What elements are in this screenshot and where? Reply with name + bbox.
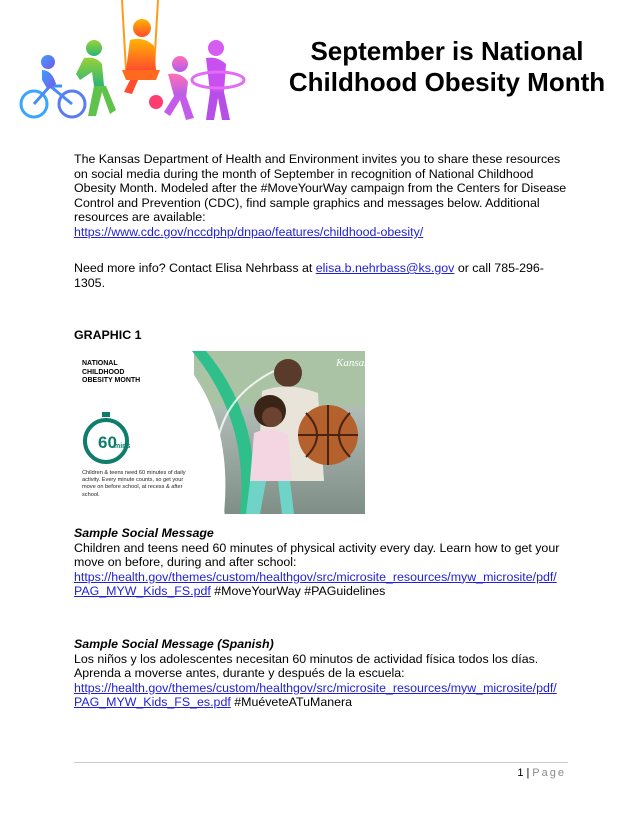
graphic-title: NATIONAL CHILDHOOD OBESITY MONTH xyxy=(82,360,141,384)
contact-email-link[interactable]: elisa.b.nehrbass@ks.gov xyxy=(315,261,455,275)
page-title xyxy=(262,36,632,98)
page-label: Page xyxy=(532,767,566,779)
intro-paragraph xyxy=(74,152,574,240)
intro-text: The Kansas Department of Health and Environment invites you to share these resources on social media during the month of September in recognition of National Childhood Obesity Month. Modeled after the #MoveYourWay campaign from the Centers for Disease Control and Prevention (CDC), find sample graphics and messages below. Additional resources are available: xyxy=(74,152,567,225)
swing-kid-figure xyxy=(122,0,160,94)
message-1-hashtags: #MoveYourWay #PAGuidelines xyxy=(210,584,386,599)
footer-divider xyxy=(74,762,568,763)
title-line-1: September is National xyxy=(310,36,584,66)
social-message-1 xyxy=(74,526,574,599)
stopwatch-icon xyxy=(80,412,132,464)
cdc-resources-link[interactable]: https://www.cdc.gov/nccdphp/dnpao/features/childhood-obesity/ xyxy=(74,224,424,239)
graphic-1-heading: GRAPHIC 1 xyxy=(74,328,142,342)
message-2-heading: Sample Social Message (Spanish) xyxy=(74,637,274,651)
kicking-kid-figure xyxy=(164,56,194,120)
message-1-text: Children and teens need 60 minutes of physical activity every day. Learn how to get your move on before, during and after school: xyxy=(74,540,560,570)
kansas-logo: Kansas xyxy=(336,357,369,369)
ball-figure xyxy=(149,95,163,109)
bike-rider-figure xyxy=(21,55,85,117)
message-1-heading: Sample Social Message xyxy=(74,526,214,540)
active-kids-illustration xyxy=(18,0,248,125)
title-line-2: Childhood Obesity Month xyxy=(288,67,606,97)
footer-separator: | xyxy=(526,767,530,779)
message-2-hashtags: #MuéveteATuManera xyxy=(230,695,353,710)
contact-prefix: Need more info? Contact Elisa Nehrbass at xyxy=(74,261,316,275)
sixty-minutes-badge xyxy=(80,412,132,469)
minutes-unit: mins xyxy=(114,443,131,450)
message-2-link[interactable]: https://health.gov/themes/custom/healthgov/src/microsite_resources/myw_microsite/pdf/ PAG_MYW_Kids_FS_es.pdf xyxy=(74,680,557,710)
contact-suffix: or call 785-296-1305. xyxy=(74,261,544,290)
contact-paragraph xyxy=(74,261,574,290)
page-footer xyxy=(480,767,566,779)
page-number: 1 xyxy=(517,767,524,779)
graphic-1-image xyxy=(74,351,369,514)
minutes-number: 60 xyxy=(98,433,117,452)
hula-hoop-kid-figure xyxy=(192,40,244,120)
message-1-link[interactable]: https://health.gov/themes/custom/healthgov/src/microsite_resources/myw_microsite/pdf/ PAG_MYW_Kids_FS.pdf xyxy=(74,569,557,599)
social-message-2 xyxy=(74,637,574,710)
running-kid-figure xyxy=(76,40,116,116)
message-2-text: Los niños y los adolescentes necesitan 60 minutos de actividad física todos los días. Aprenda a moverse antes, durante y después de la escuela: xyxy=(74,651,539,681)
graphic-caption: Children & teens need 60 minutes of daily activity. Every minute counts, so get your move on before school, at recess & after school. xyxy=(82,470,186,498)
